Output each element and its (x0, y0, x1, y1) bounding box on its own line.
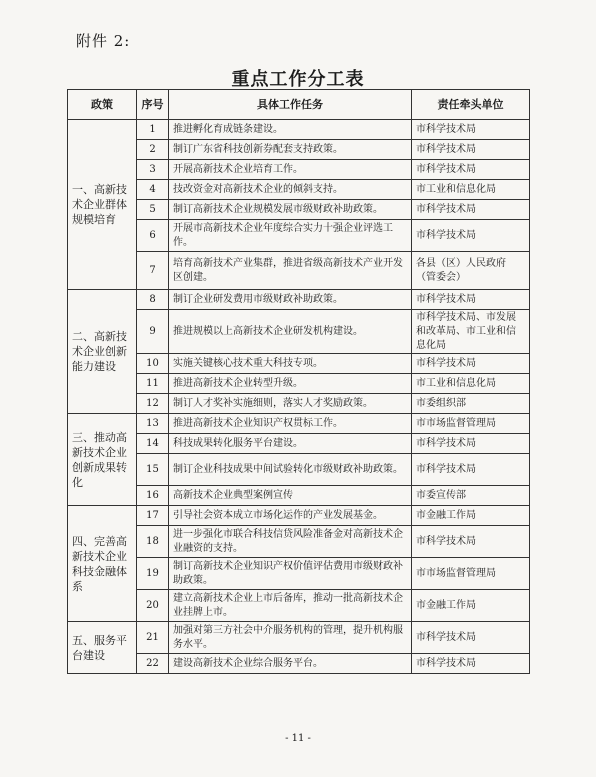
unit-cell: 市科学技术局、市发展和改革局、市工业和信息化局 (412, 310, 530, 354)
header-seq: 序号 (137, 90, 169, 120)
task-cell: 建立高新技术企业上市后备库，推动一批高新技术企业挂牌上市。 (169, 590, 412, 622)
unit-cell: 市科学技术局 (412, 160, 530, 180)
table-row (68, 220, 530, 252)
task-cell: 推进高新技术企业转型升级。 (169, 374, 412, 394)
unit-cell: 市工业和信息化局 (412, 180, 530, 200)
unit-cell: 市金融工作局 (412, 506, 530, 526)
policy-cell: 三、推动高新技术企业创新成果转化 (68, 414, 137, 506)
seq-cell: 12 (137, 394, 169, 414)
table-row (68, 526, 530, 558)
unit-cell: 市市场监督管理局 (412, 414, 530, 434)
task-cell: 科技成果转化服务平台建设。 (169, 434, 412, 454)
seq-cell: 8 (137, 290, 169, 310)
unit-cell: 各县（区）人民政府（管委会） (412, 252, 530, 290)
table-row (68, 310, 530, 354)
unit-cell: 市科学技术局 (412, 354, 530, 374)
task-cell: 技改资金对高新技术企业的倾斜支持。 (169, 180, 412, 200)
table-row (68, 140, 530, 160)
unit-cell: 市科学技术局 (412, 454, 530, 486)
header-policy: 政策 (68, 90, 137, 120)
seq-cell: 20 (137, 590, 169, 622)
task-cell: 开展市高新技术企业年度综合实力十强企业评选工作。 (169, 220, 412, 252)
seq-cell: 11 (137, 374, 169, 394)
task-cell: 进一步强化市联合科技信贷风险准备金对高新技术企业融资的支持。 (169, 526, 412, 558)
header-row (68, 90, 530, 120)
unit-cell: 市科学技术局 (412, 290, 530, 310)
unit-cell: 市科学技术局 (412, 526, 530, 558)
seq-cell: 5 (137, 200, 169, 220)
table-row (68, 590, 530, 622)
policy-cell: 一、高新技术企业群体规模培育 (68, 120, 137, 290)
table-row (68, 180, 530, 200)
unit-cell: 市科学技术局 (412, 654, 530, 674)
table-row (68, 200, 530, 220)
table-row (68, 394, 530, 414)
task-cell: 开展高新技术企业培育工作。 (169, 160, 412, 180)
unit-cell: 市科学技术局 (412, 120, 530, 140)
seq-cell: 7 (137, 252, 169, 290)
task-cell: 实施关键核心技术重大科技专项。 (169, 354, 412, 374)
task-cell: 加强对第三方社会中介服务机构的管理，提升机构服务水平。 (169, 622, 412, 654)
unit-cell: 市科学技术局 (412, 140, 530, 160)
seq-cell: 17 (137, 506, 169, 526)
table-row (68, 486, 530, 506)
task-cell: 推进规模以上高新技术企业研发机构建设。 (169, 310, 412, 354)
table-row (68, 506, 530, 526)
seq-cell: 22 (137, 654, 169, 674)
unit-cell: 市工业和信息化局 (412, 374, 530, 394)
table-row (68, 354, 530, 374)
page-number: - 11 - (285, 733, 311, 744)
policy-cell: 二、高新技术企业创新能力建设 (68, 290, 137, 414)
task-cell: 制订人才奖补实施细则，落实人才奖励政策。 (169, 394, 412, 414)
seq-cell: 13 (137, 414, 169, 434)
table-row (68, 454, 530, 486)
task-cell: 制订高新技术企业知识产权价值评估费用市级财政补助政策。 (169, 558, 412, 590)
task-cell: 制订广东省科技创新券配套支持政策。 (169, 140, 412, 160)
table-row (68, 290, 530, 310)
seq-cell: 2 (137, 140, 169, 160)
task-cell: 高新技术企业典型案例宣传 (169, 486, 412, 506)
table-row (68, 160, 530, 180)
unit-cell: 市金融工作局 (412, 590, 530, 622)
policy-cell: 五、服务平台建设 (68, 622, 137, 674)
unit-cell: 市科学技术局 (412, 434, 530, 454)
work-assignment-table (67, 89, 530, 674)
seq-cell: 3 (137, 160, 169, 180)
seq-cell: 15 (137, 454, 169, 486)
table-row (68, 558, 530, 590)
page-title: 重点工作分工表 (231, 69, 365, 90)
task-cell: 推进高新技术企业知识产权贯标工作。 (169, 414, 412, 434)
seq-cell: 9 (137, 310, 169, 354)
header-task: 具体工作任务 (169, 90, 412, 120)
unit-cell: 市市场监督管理局 (412, 558, 530, 590)
seq-cell: 18 (137, 526, 169, 558)
unit-cell: 市科学技术局 (412, 200, 530, 220)
table-row (68, 374, 530, 394)
task-cell: 制订企业科技成果中间试验转化市级财政补助政策。 (169, 454, 412, 486)
table-row (68, 654, 530, 674)
table-row (68, 622, 530, 654)
table-row (68, 434, 530, 454)
task-cell: 制订高新技术企业规模发展市级财政补助政策。 (169, 200, 412, 220)
unit-cell: 市委宣传部 (412, 486, 530, 506)
unit-cell: 市委组织部 (412, 394, 530, 414)
seq-cell: 1 (137, 120, 169, 140)
seq-cell: 14 (137, 434, 169, 454)
seq-cell: 4 (137, 180, 169, 200)
policy-cell: 四、完善高新技术企业科技金融体系 (68, 506, 137, 622)
task-cell: 培育高新技术产业集群，推进省级高新技术产业开发区创建。 (169, 252, 412, 290)
table-row (68, 120, 530, 140)
table-row (68, 252, 530, 290)
header-unit: 责任牵头单位 (412, 90, 530, 120)
seq-cell: 6 (137, 220, 169, 252)
unit-cell: 市科学技术局 (412, 220, 530, 252)
unit-cell: 市科学技术局 (412, 622, 530, 654)
seq-cell: 21 (137, 622, 169, 654)
seq-cell: 19 (137, 558, 169, 590)
task-cell: 引导社会资本成立市场化运作的产业发展基金。 (169, 506, 412, 526)
task-cell: 建设高新技术企业综合服务平台。 (169, 654, 412, 674)
attachment-label: 附件 2: (76, 32, 131, 50)
task-cell: 推进孵化育成链条建设。 (169, 120, 412, 140)
seq-cell: 10 (137, 354, 169, 374)
table-row (68, 414, 530, 434)
seq-cell: 16 (137, 486, 169, 506)
task-cell: 制订企业研发费用市级财政补助政策。 (169, 290, 412, 310)
